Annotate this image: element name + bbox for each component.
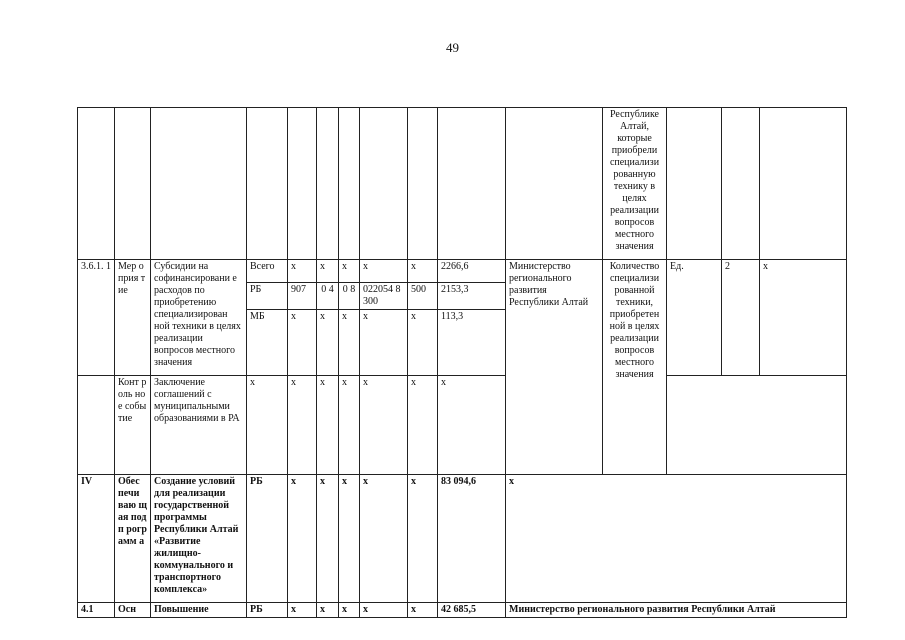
fin-c3: х <box>339 260 360 283</box>
fin-amount: х <box>438 376 506 475</box>
cell <box>760 108 847 260</box>
fin-c2: х <box>317 310 339 376</box>
cell <box>667 376 847 475</box>
fin-amount: 42 685,5 <box>438 603 506 618</box>
fin-c1: х <box>288 260 317 283</box>
fin-amount: 113,3 <box>438 310 506 376</box>
fin-c3: х <box>339 310 360 376</box>
cell <box>408 108 438 260</box>
fin-amount: 2266,6 <box>438 260 506 283</box>
cell <box>78 376 115 475</box>
table-row <box>78 475 847 603</box>
indicator-value: 2 <box>722 260 760 376</box>
cell <box>722 108 760 260</box>
indicator-name: Количество специализи рованной техники, приобретен ной в целях реализации вопросов местного значения <box>603 260 667 475</box>
executor: Министерство регионального развития Республики Алтай <box>506 603 847 618</box>
fin-c1: х <box>288 376 317 475</box>
fin-c5: х <box>408 475 438 603</box>
cell <box>78 108 115 260</box>
fin-source: РБ <box>247 283 288 310</box>
indicator-cell: Республике Алтай, которые приобрели специализи рованную технику в целях реализации вопросов местного значения <box>603 108 667 260</box>
fin-amount: 2153,3 <box>438 283 506 310</box>
item-code: IV <box>78 475 115 603</box>
indicator-last: х <box>760 260 847 376</box>
fin-c5: х <box>408 310 438 376</box>
fin-c2: х <box>317 603 339 618</box>
item-type: Конт роль ное собы тие <box>115 376 151 475</box>
cell <box>288 108 317 260</box>
fin-c3: х <box>339 376 360 475</box>
fin-c3: х <box>339 603 360 618</box>
cell <box>506 108 603 260</box>
cell <box>151 108 247 260</box>
fin-c4: х <box>360 310 408 376</box>
fin-c1: х <box>288 603 317 618</box>
table-row <box>78 260 847 283</box>
item-code: 3.6.1. 1 <box>78 260 115 376</box>
fin-c2: х <box>317 376 339 475</box>
cell <box>667 108 722 260</box>
indicator-unit: Ед. <box>667 260 722 376</box>
fin-source: х <box>247 376 288 475</box>
fin-c2: х <box>317 260 339 283</box>
table-row <box>78 603 847 618</box>
fin-c4: 022054 8300 <box>360 283 408 310</box>
table-row <box>78 108 847 260</box>
fin-c4: х <box>360 475 408 603</box>
page-number: 49 <box>446 40 459 55</box>
cell <box>339 108 360 260</box>
fin-c5: х <box>408 376 438 475</box>
program-table <box>77 107 847 618</box>
rest-cell: х <box>506 475 847 603</box>
item-name: Заключение соглашений с муниципальными образованиями в РА <box>151 376 247 475</box>
item-type: Обес печи ваю щая подп рогр амм а <box>115 475 151 603</box>
fin-source: МБ <box>247 310 288 376</box>
fin-c1: х <box>288 475 317 603</box>
fin-source: РБ <box>247 603 288 618</box>
fin-c2: х <box>317 475 339 603</box>
item-name: Создание условий для реализации государственной программы Республики Алтай «Развитие жилищно- коммунального и транспортного комплекса» <box>151 475 247 603</box>
fin-source: РБ <box>247 475 288 603</box>
item-type: Мер оприя тие <box>115 260 151 376</box>
fin-c5: 500 <box>408 283 438 310</box>
item-code: 4.1 <box>78 603 115 618</box>
item-type: Осн <box>115 603 151 618</box>
fin-c5: х <box>408 603 438 618</box>
fin-source: Всего <box>247 260 288 283</box>
cell <box>317 108 339 260</box>
cell <box>247 108 288 260</box>
fin-c5: х <box>408 260 438 283</box>
item-name: Повышение <box>151 603 247 618</box>
item-name: Субсидии на софинансировани е расходов по приобретению специализирован ной техники в целях реализации вопросов местного значения <box>151 260 247 376</box>
fin-c2: 0 4 <box>317 283 339 310</box>
fin-c4: х <box>360 603 408 618</box>
fin-c1: х <box>288 310 317 376</box>
fin-c4: х <box>360 376 408 475</box>
executor: Министерство регионального развития Республики Алтай <box>506 260 603 475</box>
fin-c4: х <box>360 260 408 283</box>
fin-c3: х <box>339 475 360 603</box>
fin-c3: 0 8 <box>339 283 360 310</box>
cell <box>115 108 151 260</box>
cell <box>438 108 506 260</box>
cell <box>360 108 408 260</box>
fin-amount: 83 094,6 <box>438 475 506 603</box>
table-row <box>78 376 847 475</box>
fin-c1: 907 <box>288 283 317 310</box>
